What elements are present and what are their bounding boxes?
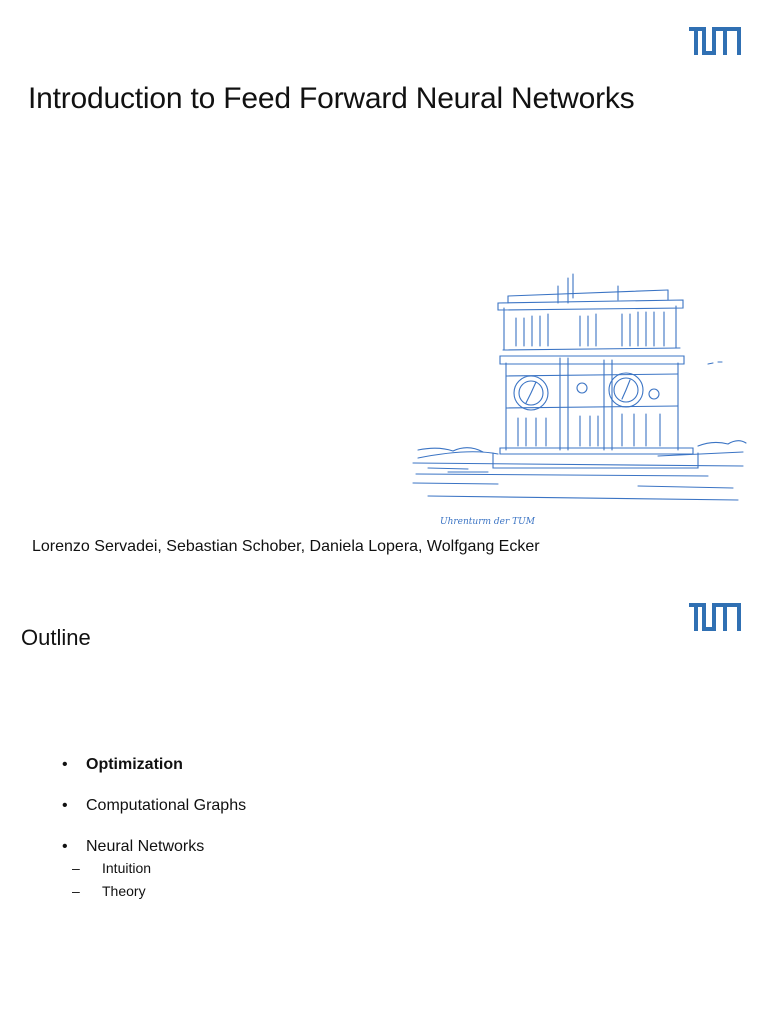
- sub-bullet: –: [72, 883, 80, 899]
- outline-item-label: Computational Graphs: [86, 797, 247, 814]
- clock-tower-sketch: [408, 268, 748, 534]
- authors: Lorenzo Servadei, Sebastian Schober, Daniela Lopera, Wolfgang Ecker: [32, 538, 540, 555]
- sub-item-label: Intuition: [102, 860, 152, 876]
- tum-logo: [689, 27, 741, 55]
- sub-bullet: –: [72, 860, 80, 876]
- sub-item-label: Theory: [102, 883, 146, 899]
- outline-item-computational-graphs: [62, 796, 246, 816]
- sub-item-intuition: [72, 857, 232, 880]
- sub-list: [72, 857, 246, 903]
- sub-item-theory: [72, 880, 232, 903]
- outline-item-label: Optimization: [86, 756, 183, 773]
- tum-logo: [689, 603, 741, 631]
- bullet: •: [62, 756, 68, 773]
- presentation-title: Introduction to Feed Forward Neural Networks: [28, 82, 635, 115]
- bullet: •: [62, 797, 68, 814]
- outline-item-neural-networks: [62, 837, 246, 903]
- outline-slide: [0, 512, 768, 1024]
- outline-title: Outline: [21, 625, 91, 650]
- bullet: •: [62, 838, 68, 855]
- outline-list: [62, 755, 246, 903]
- sketch-caption: Uhrenturm der TUM: [440, 517, 535, 527]
- outline-item-optimization: [62, 755, 246, 775]
- outline-item-label: Neural Networks: [86, 838, 205, 855]
